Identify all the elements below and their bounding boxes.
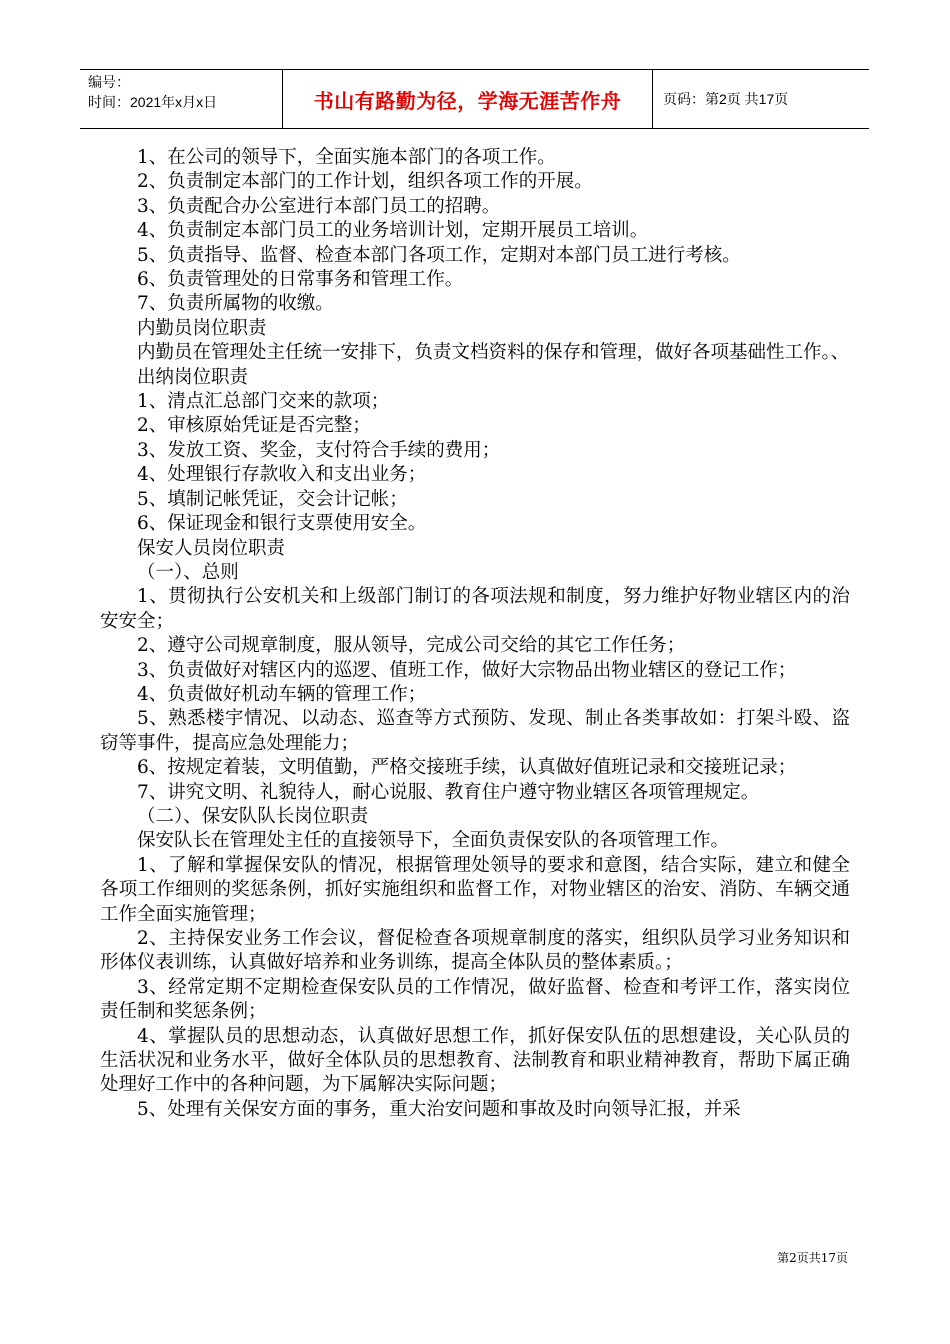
paragraph: 3、负责配合办公室进行本部门员工的招聘。	[137, 195, 501, 217]
page-footer: 第2页共17页	[777, 1251, 848, 1265]
paragraph: 7、讲究文明、礼貌待人，耐心说服、教育住户遵守物业辖区各项管理规定。	[137, 781, 760, 803]
paragraph: 3、发放工资、奖金，支付符合手续的费用；	[137, 439, 501, 461]
number-label: 编号：	[88, 74, 130, 90]
paragraph: 5、负责指导、监督、检查本部门各项工作，定期对本部门员工进行考核。	[137, 244, 741, 266]
paragraph: 内勤员在管理处主任统一安排下，负责文档资料的保存和管理，做好各项基础性工作。、	[137, 342, 850, 364]
time-label: 时间：2021年x月x日	[88, 94, 218, 110]
paragraph: 4、负责制定本部门员工的业务培训计划，定期开展员工培训。	[137, 220, 649, 242]
document-body	[100, 146, 850, 1122]
paragraph: 4、掌握队员的思想动态，认真做好思想工作，抓好保安队伍的思想建设，关心队员的生活状况和业务水平，做好全体队员的思想教育、法制教育和职业精神教育，帮助下属正确处理好工作中的各种问题，为下属解决实际问题；	[100, 1025, 850, 1096]
paragraph: 1、了解和掌握保安队的情况，根据管理处领导的要求和意图，结合实际，建立和健全各项工作细则的奖惩条例，抓好实施组织和监督工作，对物业辖区的治安、消防、车辆交通工作全面实施管理；	[100, 854, 850, 925]
paragraph: 2、负责制定本部门的工作计划，组织各项工作的开展。	[137, 171, 593, 193]
paragraph: 3、负责做好对辖区内的巡逻、值班工作，做好大宗物品出物业辖区的登记工作；	[137, 659, 797, 681]
header-page-cell	[653, 70, 869, 128]
paragraph: 5、熟悉楼宇情况、以动态、巡查等方式预防、发现、制止各类事故如：打架斗殴、盗窃等事件，提高应急处理能力；	[100, 708, 850, 754]
paragraph: 3、经常定期不定期检查保安队员的工作情况，做好监督、检查和考评工作，落实岗位责任制和奖惩条例；	[100, 976, 850, 1023]
paragraph: 1、贯彻执行公安机关和上级部门制订的各项法规和制度，努力维护好物业辖区内的治安安全；	[100, 586, 850, 632]
subsection-heading: （二）、保安队队长岗位职责	[137, 805, 369, 827]
paragraph: 4、处理银行存款收入和支出业务；	[137, 464, 427, 486]
section-heading: 出纳岗位职责	[137, 366, 249, 388]
paragraph: 1、在公司的领导下，全面实施本部门的各项工作。	[137, 147, 556, 168]
paragraph: 2、审核原始凭证是否完整；	[137, 415, 371, 437]
paragraph: 5、处理有关保安方面的事务，重大治安问题和事故及时向领导汇报，并采	[137, 1098, 741, 1120]
paragraph: 2、遵守公司规章制度，服从领导，完成公司交给的其它工作任务；	[137, 635, 686, 657]
paragraph: 6、负责管理处的日常事务和管理工作。	[137, 269, 464, 291]
motto: 书山有路勤为径，学海无涯苦作舟	[313, 88, 622, 113]
paragraph: 2、主持保安业务工作会议，督促检查各项规章制度的落实，组织队员学习业务知识和形体仪表训练，认真做好培养和业务训练，提高全体队员的整体素质。；	[100, 928, 850, 974]
paragraph: 6、保证现金和银行支票使用安全。	[137, 513, 427, 535]
section-heading: 内勤员岗位职责	[137, 317, 267, 339]
paragraph: 5、填制记帐凭证，交会计记帐；	[137, 488, 408, 510]
paragraph: 6、按规定着装，文明值勤，严格交接班手续，认真做好值班记录和交接班记录；	[137, 757, 797, 779]
header-table	[80, 69, 869, 129]
header-left-cell	[80, 70, 283, 128]
page-code: 页码：第2页 共17页	[663, 91, 789, 107]
header-motto-cell	[283, 70, 653, 128]
paragraph: 7、负责所属物的收缴。	[137, 293, 334, 315]
paragraph: 保安队长在管理处主任的直接领导下，全面负责保安队的各项管理工作。	[137, 830, 730, 852]
paragraph: 4、负责做好机动车辆的管理工作；	[137, 683, 427, 705]
paragraph: 1、清点汇总部门交来的款项；	[137, 391, 390, 413]
section-heading: 保安人员岗位职责	[137, 537, 286, 559]
subsection-heading: （一）、总则	[137, 561, 239, 583]
